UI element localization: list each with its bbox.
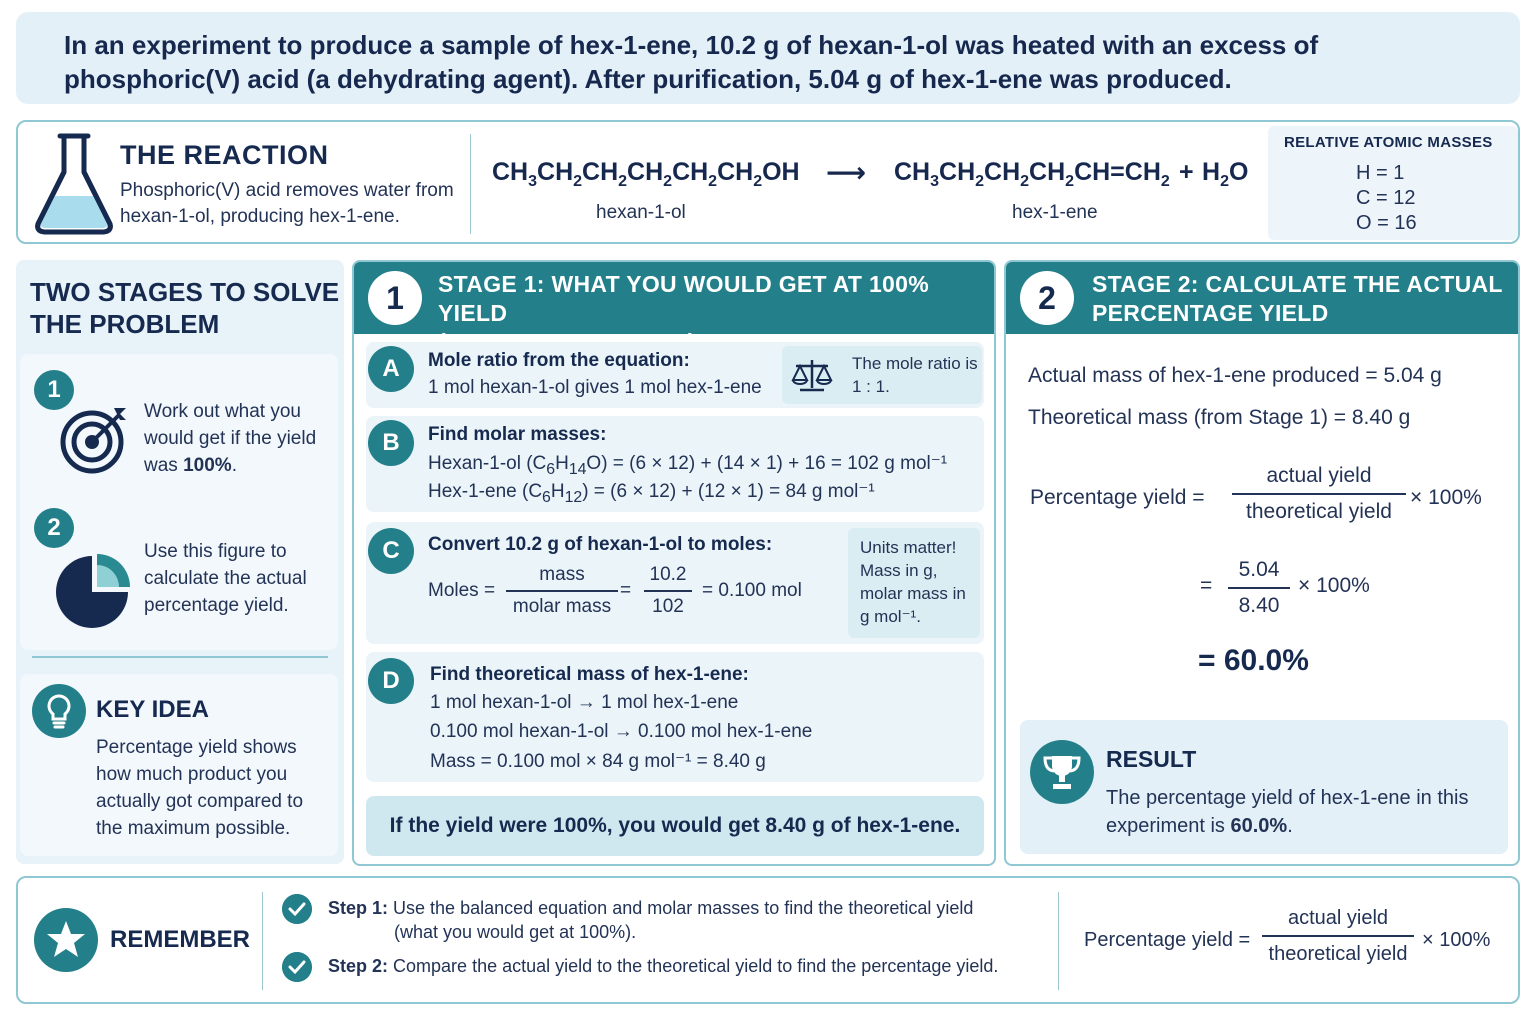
intro-banner	[16, 12, 1520, 104]
stage-1-number: 1	[34, 370, 74, 410]
remember-times-100: × 100%	[1422, 929, 1491, 951]
step-b-card	[366, 416, 984, 512]
star-icon	[34, 908, 98, 972]
product-name: hex-1-ene	[1012, 202, 1098, 223]
times-100: × 100%	[1298, 574, 1370, 597]
ram-title: RELATIVE ATOMIC MASSES	[1284, 134, 1493, 151]
values-fraction: 5.04 8.40	[1228, 558, 1290, 618]
target-icon	[60, 402, 132, 474]
two-stages-panel	[16, 260, 344, 864]
ram-hydrogen: H = 1	[1356, 162, 1405, 184]
key-idea-card	[20, 674, 338, 856]
relative-atomic-masses	[1268, 126, 1518, 240]
step-d-card	[366, 652, 984, 782]
stage-2-hint: Use this figure to calculate the actual percentage yield.	[144, 541, 307, 616]
lightbulb-icon	[32, 684, 86, 738]
step-a-title: Mole ratio from the equation:	[428, 350, 690, 371]
reactant-formula: $CH_3CH_2CH_2CH_2CH_2CH_2OH$	[492, 158, 800, 190]
divider	[1058, 892, 1059, 990]
equals-sign: =	[1200, 574, 1213, 597]
stages-card	[20, 354, 338, 650]
balance-scale-icon	[790, 356, 834, 394]
hexanol-molar-mass: Hexan-1-ol $(C_6H_{14}O) = (6 \times 12) + (14 \times 1) + 16 = 102$ g mol⁻¹	[428, 453, 948, 478]
title-line-2: PERCENTAGE YIELD	[1092, 300, 1329, 326]
ram-oxygen: O = 16	[1356, 212, 1417, 234]
title-line-1: STAGE 2: CALCULATE THE ACTUAL	[1092, 271, 1503, 297]
units-note: Units matter! Mass in g, molar mass in g mol⁻¹.	[848, 528, 980, 638]
stage-1-panel	[352, 260, 996, 866]
step-c-title: Convert 10.2 g of hexan-1-ol to moles:	[428, 534, 773, 555]
stage-2-badge: 2	[1020, 271, 1074, 325]
stage-2-header	[1006, 262, 1518, 334]
equals-sign: =	[620, 580, 632, 601]
stage-1-header	[354, 262, 994, 334]
step-c-badge: C	[368, 528, 414, 574]
key-idea-text: Percentage yield shows how much product you actually got compared to the maximum possible.	[96, 737, 304, 839]
title-line-1: STAGE 1: WHAT YOU WOULD GET AT 100% YIELD	[438, 271, 929, 326]
step-d-line-1: 1 mol hexan-1-ol → 1 mol hex-1-ene	[430, 692, 739, 713]
percentage-yield-label: Percentage yield =	[1030, 486, 1205, 509]
key-idea-title: KEY IDEA	[96, 696, 209, 723]
reaction-title: THE REACTION	[120, 140, 329, 170]
trophy-icon	[1030, 740, 1094, 804]
moles-label: Moles =	[428, 580, 496, 601]
remember-py-label: Percentage yield =	[1084, 929, 1251, 951]
stage-2-panel	[1004, 260, 1520, 866]
step-1-reminder-cont: (what you would get at 100%).	[394, 922, 637, 942]
ram-carbon: C = 12	[1356, 187, 1416, 209]
percentage-yield-fraction: actual yield theoretical yield	[1232, 464, 1406, 524]
step-a-badge: A	[368, 346, 414, 392]
step-d-badge: D	[368, 658, 414, 704]
divider	[262, 892, 263, 990]
result-box	[1020, 720, 1508, 854]
step-c-card	[366, 522, 984, 644]
intro-line-1: In an experiment to produce a sample of hex-1-ene, 10.2 g of hexan-1-ol was heated with an excess of	[64, 30, 1319, 60]
step-d-line-2: 0.100 mol hexan-1-ol → 0.100 mol hex-1-ene	[430, 721, 813, 742]
check-icon	[282, 894, 312, 924]
mole-ratio-note-text: The mole ratio is 1 : 1.	[852, 354, 978, 396]
theoretical-mass: Theoretical mass (from Stage 1) = 8.40 g	[1028, 406, 1411, 429]
plus-sign: +	[1179, 158, 1194, 186]
title-line-2: THE PROBLEM	[30, 309, 220, 339]
step-a-line: 1 mol hexan-1-ol gives 1 mol hex-1-ene	[428, 377, 762, 398]
title-line-1: TWO STAGES TO SOLVE	[30, 277, 340, 307]
reactant-name: hexan-1-ol	[596, 202, 686, 223]
result-text: The percentage yield of hex-1-ene in this experiment is 60.0%.	[1106, 787, 1469, 837]
step-1-reminder: Step 1: Use the balanced equation and molar masses to find the theoretical yield	[328, 898, 974, 918]
product-formula: $CH_3CH_2CH_2CH_2CH=CH_2$	[894, 158, 1170, 190]
reaction-arrow: ⟶	[826, 157, 867, 188]
step-d-line-3: Mass = 0.100 mol × 84 g mol⁻¹ = 8.40 g	[430, 751, 766, 772]
step-2-reminder: Step 2: Compare the actual yield to the theoretical yield to find the percentage yield.	[328, 956, 999, 976]
mass-values-fraction: 10.2 102	[644, 564, 692, 618]
mass-over-molar-mass: mass molar mass	[506, 564, 618, 618]
divider	[470, 134, 471, 234]
hexene-molar-mass: Hex-1-ene $(C_6H_{12}) = (6 \times 12) + (12 \times 1) = 84$ g mol⁻¹	[428, 481, 875, 506]
moles-result: = 0.100 mol	[702, 580, 802, 601]
remember-title: REMEMBER	[110, 926, 251, 953]
result-title: RESULT	[1106, 746, 1197, 772]
reaction-description: Phosphoric(V) acid removes water from hexan-1-ol, producing hex-1-ene.	[120, 180, 454, 227]
step-d-title: Find theoretical mass of hex-1-ene:	[430, 664, 749, 685]
two-stages-title	[30, 276, 339, 340]
divider	[32, 656, 328, 658]
actual-mass: Actual mass of hex-1-ene produced = 5.04 g	[1028, 364, 1442, 387]
pie-chart-icon	[54, 552, 130, 628]
final-percentage: = 60.0%	[1198, 644, 1309, 677]
mole-ratio-note	[782, 346, 982, 404]
stage-1-badge: 1	[368, 271, 422, 325]
step-b-title: Find molar masses:	[428, 424, 607, 445]
step-b-badge: B	[368, 420, 414, 466]
remember-py-fraction: actual yield theoretical yield	[1262, 906, 1414, 966]
reaction-panel	[16, 120, 1520, 244]
step-a-card	[366, 342, 984, 408]
flask-icon	[32, 132, 116, 236]
theoretical-yield-summary: If the yield were 100%, you would get 8.40 g of hex-1-ene.	[366, 796, 984, 856]
stage-1-hint: Work out what you would get if the yield was 100%.	[144, 401, 317, 476]
intro-line-2: phosphoric(V) acid (a dehydrating agent). After purification, 5.04 g of hex-1-ene was produced.	[64, 64, 1232, 94]
stage-2-title	[1092, 270, 1503, 328]
water-formula: $H_2O$	[1202, 158, 1249, 190]
remember-panel	[16, 876, 1520, 1004]
times-100: × 100%	[1410, 486, 1482, 509]
stage-2-number: 2	[34, 508, 74, 548]
check-icon	[282, 952, 312, 982]
